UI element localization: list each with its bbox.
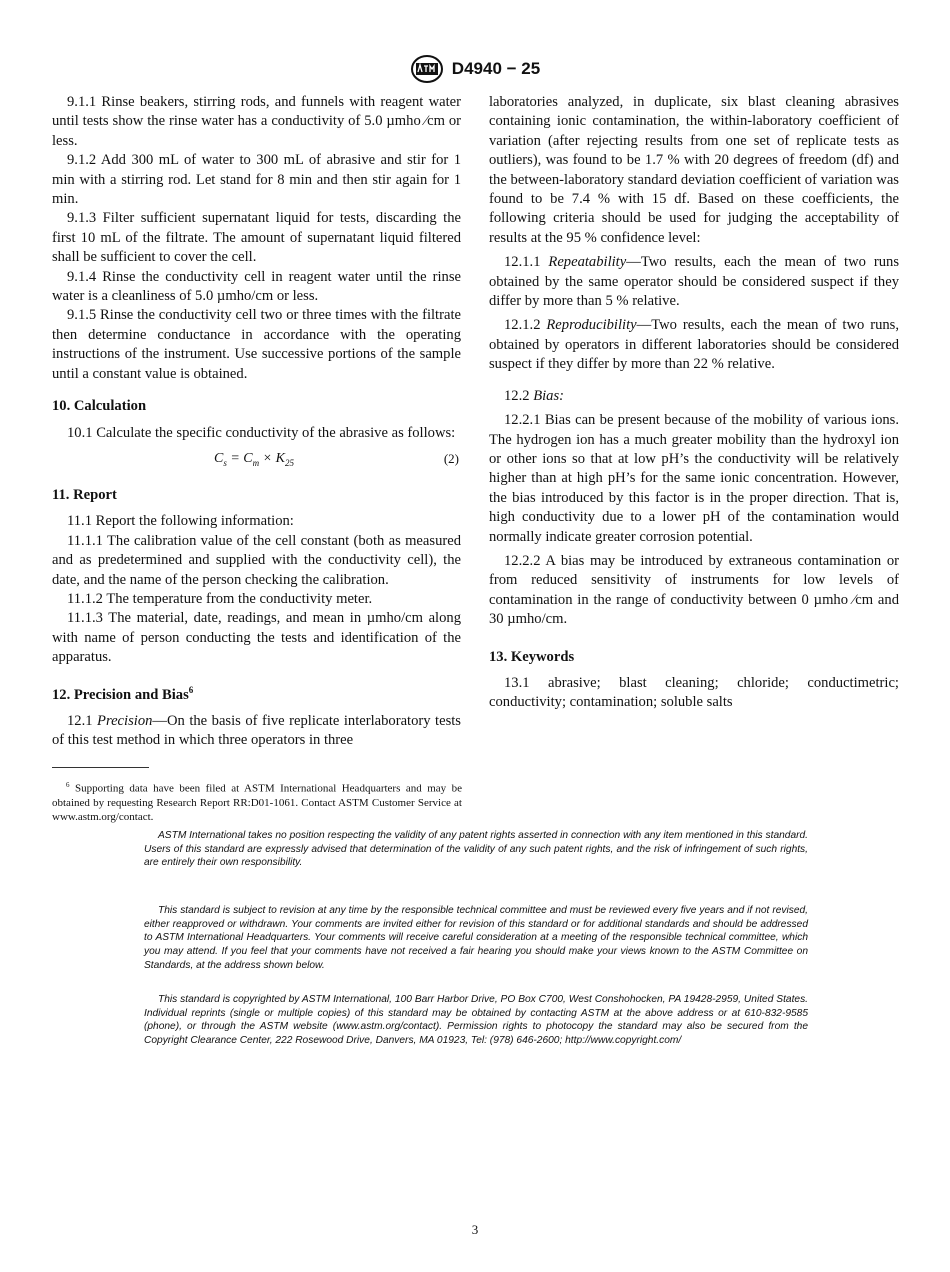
section-10-heading: 10. Calculation: [52, 398, 147, 415]
paragraph-12-2-1: 12.2.1 Bias can be present because of the mobility of various ions. The hydrogen ion has a much greater mobility than the hydroxyl ion or other ions so that at low pH’s the conductivity will be relatively higher than at high pH’s for the same ionic concentration. However, the bias introduced by this factor is in the proper direction. That is, high conductivity due to a lower pH of the contamination would normally indicate greater corrosion potential.: [489, 412, 899, 545]
patent-notice: ASTM International takes no position respecting the validity of any patent rights asserted in connection with any item mentioned in this standard. Users of this standard are expressly advised that determination of the validity of any such patent rights, and the risk of infringement of such rights, are entirely their own responsibility.: [144, 830, 808, 869]
left-column: [52, 93, 461, 751]
paragraph-13-1: 13.1 abrasive; blast cleaning; chloride; conductimetric; conductivity; contamination; soluble salts: [489, 674, 899, 711]
equation-number: (2): [443, 450, 459, 466]
paragraph-11-1-3: 11.1.3 The material, date, readings, and mean in µmho/cm along with name of person conducting the tests and identification of the apparatus.: [52, 610, 461, 666]
paragraph-12-1-1: 12.1.1 Repeatability—Two results, each the mean of two runs obtained by the same operator should be considered suspect if they differ by more than 5 % relative.: [489, 254, 899, 310]
paragraph-12-1: 12.1 Precision—On the basis of five replicate interlaboratory tests of this test method in which three operators in three: [52, 712, 461, 749]
section-11-heading: 11. Report: [52, 486, 117, 503]
paragraph-9-1-4: 9.1.4 Rinse the conductivity cell in reagent water until the rinse water is a cleanliness of 5.0 µmho/cm or less.: [52, 268, 461, 305]
section-12-heading: 12. Precision and Bias$^6$: [52, 684, 194, 703]
paragraph-9-1-5: 9.1.5 Rinse the conductivity cell two or three times with the filtrate then determine conductance in accordance with the operating instructions of the instrument. Use successive portions of the sample until a constant value is obtained.: [52, 307, 461, 382]
paragraph-11-1-1: 11.1.1 The calibration value of the cell constant (both as measured and as predetermined and supplied with the conductivity cell), the date, and the name of the person checking the calibration.: [52, 532, 461, 588]
document-id: D4940 − 25: [451, 59, 541, 78]
page-number: 3: [471, 1222, 479, 1237]
footnote-6: $^6$ Supporting data have been filed at ASTM International Headquarters and may be obtained by requesting Research Report RR:D01-1061. Contact ASTM Customer Service at www.astm.org/contact.: [52, 781, 462, 823]
page-header: [0, 54, 950, 84]
paragraph-12-2: 12.2 Bias:: [504, 387, 565, 404]
equation-2: [52, 447, 461, 473]
paragraph-10-1: 10.1 Calculate the specific conductivity of the abrasive as follows:: [67, 424, 456, 441]
paragraph-11-1: 11.1 Report the following information:: [67, 513, 294, 530]
paragraph-11-1-2: 11.1.2 The temperature from the conductivity meter.: [67, 590, 373, 607]
astm-logo-icon: [410, 54, 444, 84]
revision-notice: This standard is subject to revision at any time by the responsible technical committee and must be reviewed every five years and if not revised, either reapproved or withdrawn. Your comments are invited either for revision of this standard or for additional standards and should be addressed to ASTM International Headquarters. Your comments will receive careful consideration at a meeting of the responsible technical committee, which you may attend. If you feel that your comments have not received a fair hearing you should make your views known to the ASTM Committee on Standards, at the address shown below.: [144, 905, 808, 971]
footnote-ref: 6: [188, 684, 194, 695]
paragraph-9-1-2: 9.1.2 Add 300 mL of water to 300 mL of abrasive and stir for 1 min with a stirring rod. Let stand for 8 min and then stir again for 1 min.: [52, 152, 461, 208]
footnote-divider: [52, 767, 149, 768]
paragraph-9-1-1: 9.1.1 Rinse beakers, stirring rods, and funnels with reagent water until tests show the rinse water has a conductivity of 5.0 µmho ⁄cm or less.: [52, 94, 461, 149]
paragraph-9-1-3: 9.1.3 Filter sufficient supernatant liquid for tests, discarding the first 10 mL of the filtrate. The amount of supernatant liquid filtered shall be sufficient to cover the cell.: [52, 210, 461, 266]
paragraph-12-2-2: 12.2.2 A bias may be introduced by extraneous contamination or from reduced sensitivity of instruments for low levels of contamination in the range of conductivity between 0 µmho ⁄cm and 30 µmho/cm.: [489, 552, 899, 628]
equation-expression: $C_s = C_m \times K_{25}$: [214, 450, 294, 468]
copyright-notice: This standard is copyrighted by ASTM International, 100 Barr Harbor Drive, PO Box C700, West Conshohocken, PA 19428-2959, United States. Individual reprints (single or multiple copies) of this standard may be obtained by contacting ASTM at the above address or at 610-832-9585 (phone), or through the ASTM website (www.astm.org/contact). Permission rights to photocopy the standard may also be secured from the Copyright Clearance Center, 222 Rosewood Drive, Danvers, MA 01923, Tel: (978) 646-2600; http://www.copyright.com/: [144, 994, 808, 1047]
right-column: [489, 93, 899, 713]
paragraph-12-1-2: 12.1.2 Reproducibility—Two results, each the mean of two runs, obtained by operators in different laboratories should be considered suspect if they differ by more than 22 % relative.: [489, 317, 899, 373]
paragraph-12-1-continued: laboratories analyzed, in duplicate, six blast cleaning abrasives containing ionic contamination, the within-laboratory coefficient of variation (after rejecting results from one set of replicate tests as outliers), was found to be 1.7 % with 20 degrees of freedom (df) and the between-laboratory standard deviation coefficient of variation was found to be 7.4 % with 15 df. Based on these coefficients, the following criteria should be used for judging the acceptability of results at the 95 % confidence level:: [489, 94, 899, 246]
section-13-heading: 13. Keywords: [489, 648, 575, 665]
